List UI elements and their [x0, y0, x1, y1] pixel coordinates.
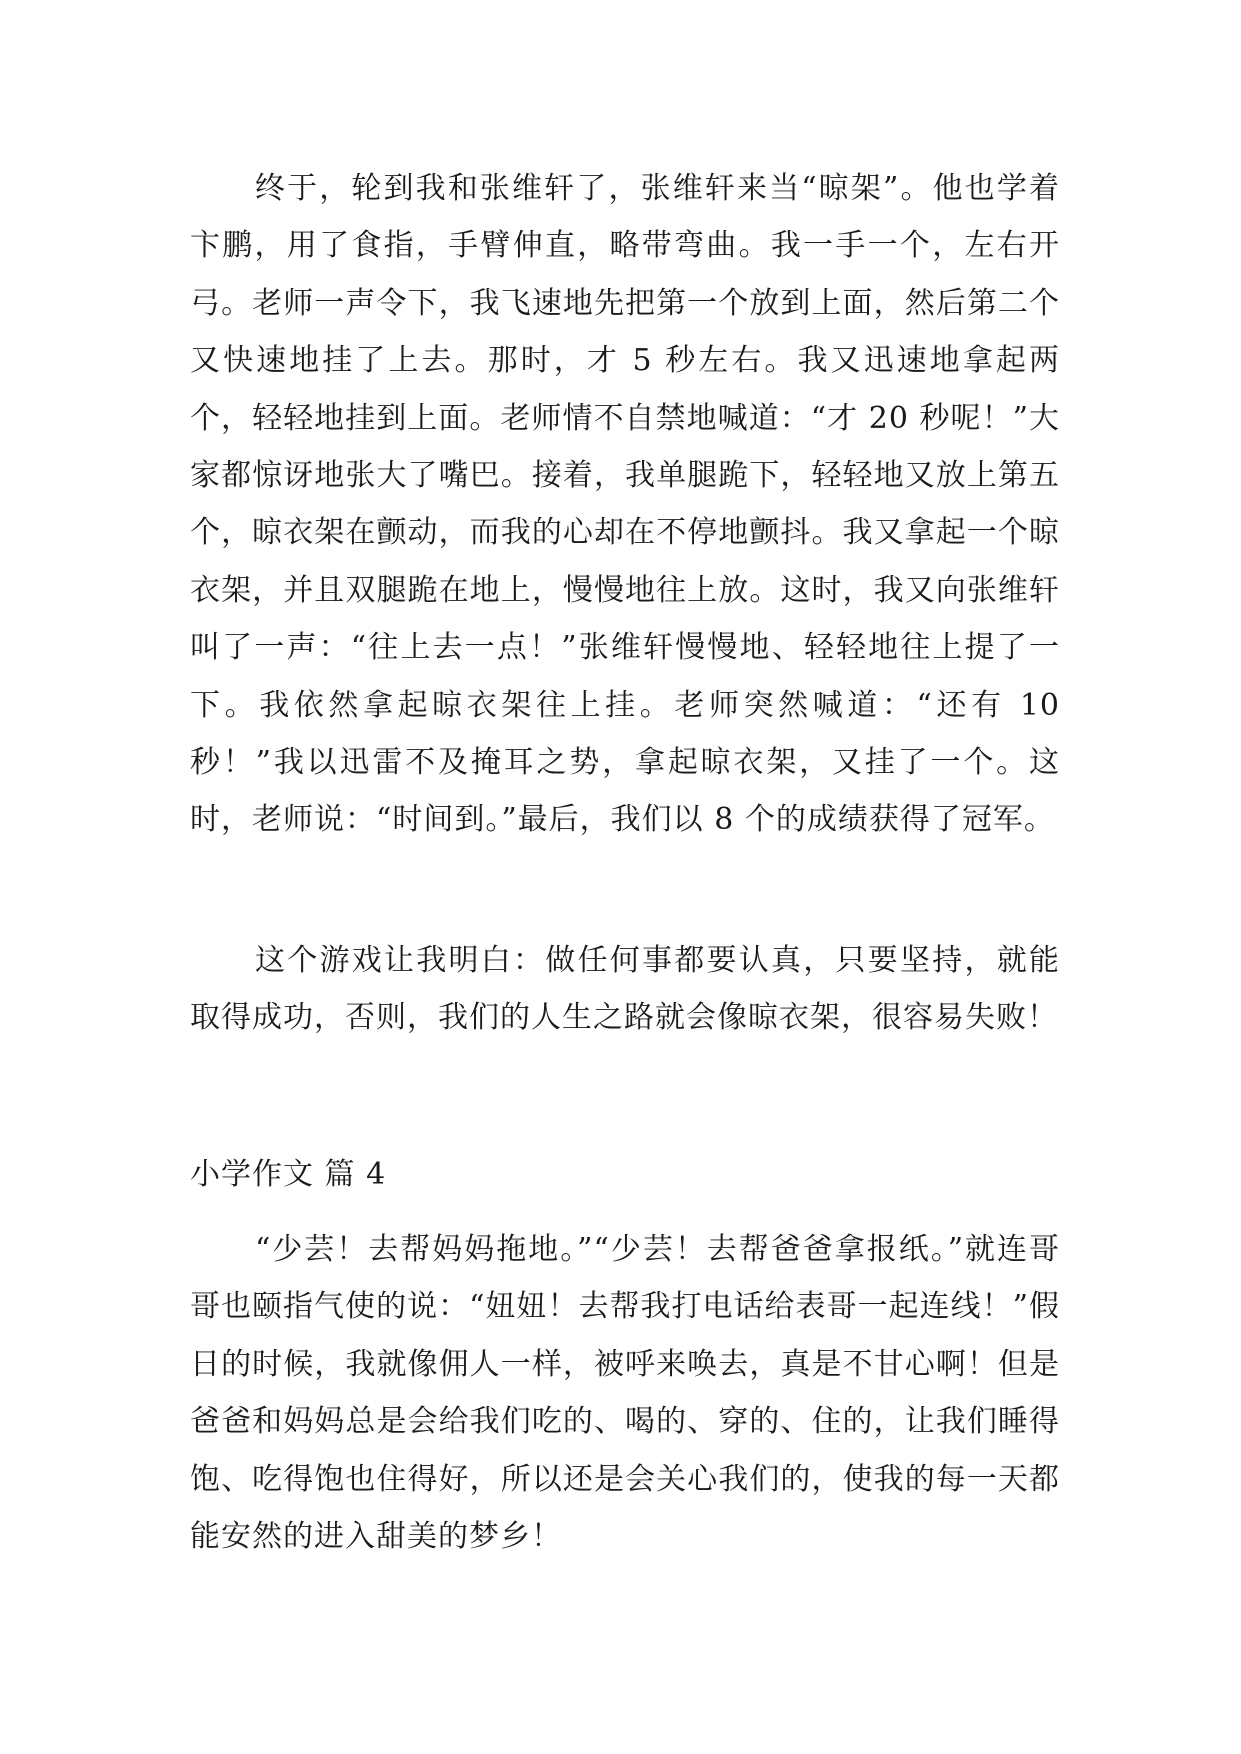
paragraph-lesson: 这个游戏让我明白：做任何事都要认真，只要坚持，就能取得成功，否则，我们的人生之路就会像晾衣架，很容易失败！ — [190, 943, 1060, 1036]
section-title: 小学作文 篇 4 — [190, 1157, 387, 1192]
paragraph-shaoyun: “少芸！去帮妈妈拖地。”“少芸！去帮爸爸拿报纸。”就连哥哥也颐指气使的说：“妞妞！去帮我打电话给表哥一起连线！”假日的时候，我就像佣人一样，被呼来唤去，真是不甘心啊！但是爸爸和妈妈总是会给我们吃的、喝的、穿的、住的，让我们睡得饱、吃得饱也住得好，所以还是会关心我们的，使我的每一天都能安然的进入甜美的梦乡！ — [190, 1232, 1060, 1555]
paragraph-clothes-hanger-game: 终于，轮到我和张维轩了，张维轩来当“晾架”。他也学着卞鹏，用了食指，手臂伸直，略带弯曲。我一手一个，左右开弓。老师一声令下，我飞速地先把第一个放到上面，然后第二个又快速地挂了上去。那时，才 5 秒左右。我又迅速地拿起两个，轻轻地挂到上面。老师情不自禁地喊道：“才 20 秒呢！”大家都惊讶地张大了嘴巴。接着，我单腿跪下，轻轻地又放上第五个，晾衣架在颤动，而我的心却在不停地颤抖。我又拿起一个晾衣架，并且双腿跪在地上，慢慢地往上放。这时，我又向张维轩叫了一声：“往上去一点！”张维轩慢慢地、轻轻地往上提了一下。我依然拿起晾衣架往上挂。老师突然喊道：“还有 10 秒！”我以迅雷不及掩耳之势，拿起晾衣架，又挂了一个。这时，老师说：“时间到。”最后，我们以 8 个的成绩获得了冠军。 — [190, 171, 1060, 838]
